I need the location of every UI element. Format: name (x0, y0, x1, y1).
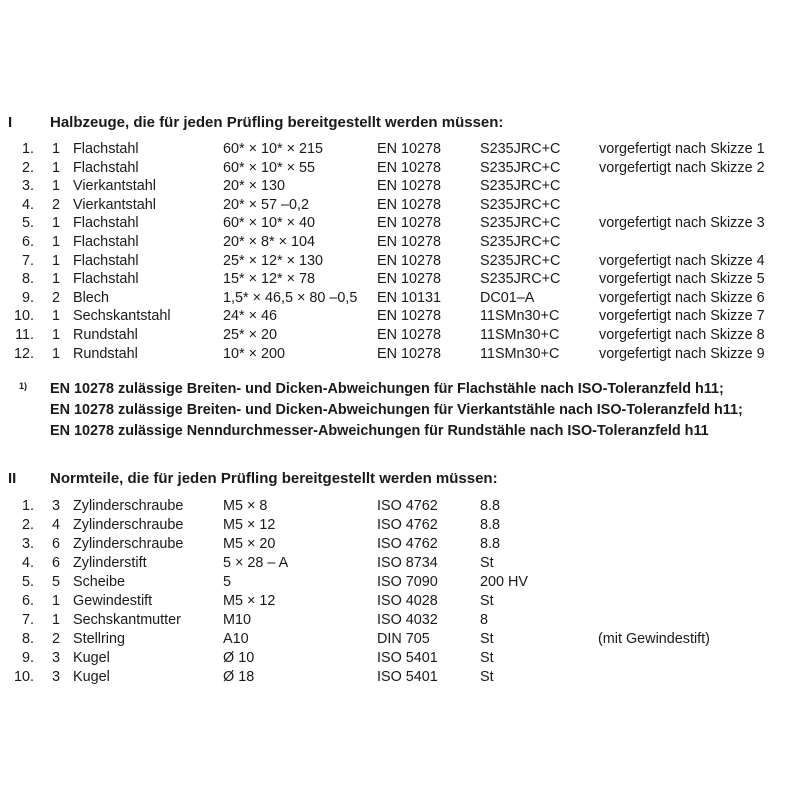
row-quantity: 1 (52, 612, 61, 628)
row-name: Flachstahl (73, 159, 139, 176)
row-name: Flachstahl (73, 215, 139, 232)
row-quantity: 1 (52, 159, 61, 176)
row-dimensions: A10 (223, 631, 249, 647)
row-dimensions: M5 × 20 (223, 536, 276, 552)
row-number: 5. (21, 574, 34, 590)
table-row (0, 140, 800, 159)
row-name: Zylinderschraube (73, 536, 184, 552)
row-quantity: 1 (52, 593, 61, 609)
row-number: 6. (21, 593, 34, 609)
row-number: 1. (21, 498, 34, 514)
table-row (0, 611, 800, 630)
row-name: Rundstahl (73, 327, 138, 343)
table-row (0, 573, 800, 592)
row-material: St (480, 593, 494, 609)
row-material: 11SMn30+C (480, 308, 560, 325)
row-dimensions: Ø 10 (223, 650, 255, 666)
row-name: Sechskantmutter (73, 612, 181, 628)
row-norm: EN 10278 (377, 141, 442, 157)
row-note: vorgefertigt nach Skizze 9 (599, 345, 765, 362)
row-name: Kugel (73, 650, 110, 666)
row-material: S235JRC+C (480, 141, 561, 157)
row-dimensions: 25* × 12* × 130 (223, 252, 324, 269)
row-norm: ISO 5401 (377, 650, 438, 666)
row-quantity: 4 (52, 517, 61, 533)
section-1-header (0, 114, 800, 134)
row-quantity: 6 (52, 555, 61, 571)
footnote-marker: 1) (19, 381, 28, 391)
row-quantity: 1 (52, 178, 61, 195)
row-material: S235JRC+C (480, 215, 561, 232)
row-norm: EN 10278 (377, 345, 442, 362)
row-quantity: 1 (52, 234, 61, 250)
row-material: St (480, 669, 494, 685)
row-norm: EN 10278 (377, 215, 442, 232)
row-norm: EN 10278 (377, 327, 442, 343)
row-dimensions: 1,5* × 46,5 × 80 –0,5 (223, 289, 358, 306)
row-material: 11SMn30+C (480, 327, 560, 343)
row-name: Rundstahl (73, 345, 138, 362)
row-dimensions: 60* × 10* × 55 (223, 159, 316, 176)
row-number: 10. (13, 669, 34, 685)
row-dimensions: Ø 18 (223, 669, 255, 685)
row-quantity: 1 (52, 215, 61, 232)
row-note: vorgefertigt nach Skizze 6 (599, 289, 765, 306)
row-quantity: 1 (52, 252, 61, 269)
row-name: Kugel (73, 669, 110, 685)
row-material: S235JRC+C (480, 271, 561, 288)
row-number: 7. (21, 252, 34, 269)
row-name: Stellring (73, 631, 125, 647)
row-name: Flachstahl (73, 234, 139, 250)
row-remark: (mit Gewindestift) (598, 631, 710, 647)
row-number: 12. (13, 345, 34, 362)
row-dimensions: 20* × 8* × 104 (223, 234, 316, 250)
row-quantity: 6 (52, 536, 61, 552)
row-norm: EN 10278 (377, 178, 442, 195)
row-number: 2. (21, 517, 34, 533)
row-norm: EN 10278 (377, 271, 442, 288)
row-quantity: 3 (52, 669, 61, 685)
row-name: Zylinderschraube (73, 517, 184, 533)
table-row (0, 326, 800, 345)
table-row (0, 177, 800, 196)
row-number: 3. (21, 536, 34, 552)
row-dimensions: 60* × 10* × 215 (223, 141, 324, 157)
row-note: vorgefertigt nach Skizze 7 (599, 308, 765, 325)
row-dimensions: 5 (223, 574, 232, 590)
row-norm: ISO 4762 (377, 498, 438, 514)
row-norm: EN 10278 (377, 234, 442, 250)
footnote-line: EN 10278 zulässige Breiten- und Dicken-Abweichungen für Flachstähle nach ISO-Toleranzfeld h11; (50, 381, 724, 397)
table-row (0, 196, 800, 215)
row-name: Scheibe (73, 574, 126, 590)
table-row (0, 270, 800, 289)
row-number: 9. (21, 289, 34, 306)
row-number: 3. (21, 178, 34, 195)
table-row (0, 592, 800, 611)
table-row (0, 649, 800, 668)
section-2-header (0, 470, 800, 490)
row-norm: ISO 4762 (377, 517, 438, 533)
row-norm: EN 10278 (377, 196, 442, 213)
row-material: S235JRC+C (480, 252, 561, 269)
row-number: 8. (21, 631, 34, 647)
row-material: S235JRC+C (480, 234, 561, 250)
row-dimensions: M5 × 12 (223, 593, 276, 609)
row-name: Gewindestift (73, 593, 153, 609)
row-quantity: 1 (52, 327, 61, 343)
row-dimensions: 5 × 28 – A (223, 555, 289, 571)
row-material: 8 (480, 612, 489, 628)
row-material: 8.8 (480, 498, 501, 514)
row-dimensions: M5 × 12 (223, 517, 276, 533)
row-note: vorgefertigt nach Skizze 2 (599, 159, 765, 176)
table-row (0, 159, 800, 178)
row-norm: EN 10131 (377, 289, 442, 306)
row-name: Flachstahl (73, 271, 139, 288)
row-number: 6. (21, 234, 34, 250)
row-material: 8.8 (480, 517, 501, 533)
row-name: Flachstahl (73, 252, 139, 269)
row-number: 4. (21, 555, 34, 571)
table-row (0, 497, 800, 516)
row-norm: ISO 8734 (377, 555, 438, 571)
row-quantity: 3 (52, 650, 61, 666)
row-number: 1. (21, 141, 34, 157)
row-dimensions: 20* × 130 (223, 178, 286, 195)
row-number: 11. (15, 327, 34, 343)
section-2-numeral: II (8, 470, 17, 487)
row-note: vorgefertigt nach Skizze 3 (599, 215, 765, 232)
row-quantity: 2 (52, 289, 61, 306)
table-row (0, 630, 800, 649)
row-dimensions: M5 × 8 (223, 498, 268, 514)
row-number: 4. (21, 196, 34, 213)
row-dimensions: 24* × 46 (223, 308, 278, 325)
row-dimensions: 15* × 12* × 78 (223, 271, 316, 288)
row-dimensions: 20* × 57 –0,2 (223, 196, 310, 213)
table-row (0, 289, 800, 308)
row-norm: EN 10278 (377, 308, 442, 325)
table-row (0, 307, 800, 326)
row-name: Flachstahl (73, 141, 139, 157)
row-note: vorgefertigt nach Skizze 1 (599, 141, 765, 157)
row-name: Blech (73, 289, 109, 306)
row-note: vorgefertigt nach Skizze 4 (599, 252, 765, 269)
row-dimensions: 25* × 20 (223, 327, 278, 343)
row-norm: EN 10278 (377, 159, 442, 176)
table-row (0, 554, 800, 573)
row-material: S235JRC+C (480, 178, 561, 195)
row-material: S235JRC+C (480, 196, 561, 213)
row-number: 10. (13, 308, 34, 325)
section-1-numeral: I (8, 114, 13, 131)
row-note: vorgefertigt nach Skizze 5 (599, 271, 765, 288)
row-material: S235JRC+C (480, 159, 561, 176)
footnote-line: EN 10278 zulässige Nenndurchmesser-Abweichungen für Rundstähle nach ISO-Toleranzfeld h11 (50, 423, 709, 439)
row-quantity: 2 (52, 631, 61, 647)
row-material: St (480, 650, 494, 666)
row-number: 9. (21, 650, 34, 666)
row-quantity: 1 (52, 345, 61, 362)
row-dimensions: 60* × 10* × 40 (223, 215, 316, 232)
footnote-line: EN 10278 zulässige Breiten- und Dicken-Abweichungen für Vierkantstähle nach ISO-Toleranzfeld h11; (50, 402, 743, 418)
row-name: Vierkantstahl (73, 178, 156, 195)
row-material: St (480, 555, 494, 571)
row-number: 2. (21, 159, 34, 176)
row-norm: ISO 4762 (377, 536, 438, 552)
table-row (0, 214, 800, 233)
table-row (0, 345, 800, 364)
row-number: 8. (21, 271, 34, 288)
row-name: Vierkantstahl (73, 196, 156, 213)
row-quantity: 3 (52, 498, 61, 514)
table-row (0, 668, 800, 687)
row-norm: ISO 5401 (377, 669, 438, 685)
table-row (0, 535, 800, 554)
row-norm: ISO 7090 (377, 574, 438, 590)
row-quantity: 2 (52, 196, 61, 213)
row-note: vorgefertigt nach Skizze 8 (599, 327, 765, 343)
row-name: Sechskantstahl (73, 308, 171, 325)
section-1-heading: Halbzeuge, die für jeden Prüfling bereitgestellt werden müssen: (50, 114, 504, 131)
table-row (0, 233, 800, 252)
table-row (0, 516, 800, 535)
row-quantity: 1 (52, 308, 61, 325)
row-norm: DIN 705 (377, 631, 430, 647)
row-number: 5. (21, 215, 34, 232)
row-material: DC01–A (480, 289, 535, 306)
row-norm: ISO 4032 (377, 612, 438, 628)
row-quantity: 1 (52, 141, 61, 157)
table-row (0, 252, 800, 271)
row-norm: EN 10278 (377, 252, 442, 269)
row-quantity: 5 (52, 574, 61, 590)
row-material: St (480, 631, 494, 647)
row-dimensions: M10 (223, 612, 251, 628)
row-name: Zylinderschraube (73, 498, 184, 514)
row-name: Zylinderstift (73, 555, 147, 571)
row-number: 7. (21, 612, 34, 628)
row-material: 8.8 (480, 536, 501, 552)
row-material: 11SMn30+C (480, 345, 560, 362)
row-quantity: 1 (52, 271, 61, 288)
section-2-heading: Normteile, die für jeden Prüfling bereitgestellt werden müssen: (50, 470, 498, 487)
row-norm: ISO 4028 (377, 593, 438, 609)
row-dimensions: 10* × 200 (223, 345, 286, 362)
row-material: 200 HV (480, 574, 528, 590)
